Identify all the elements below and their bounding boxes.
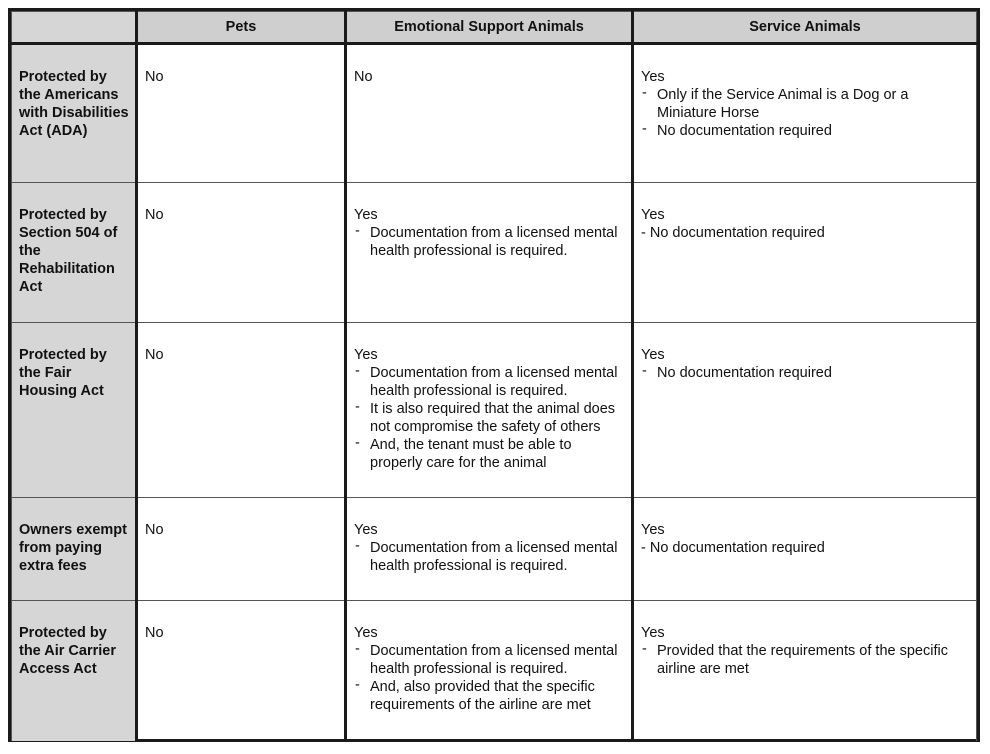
table-row-section-504: [12, 183, 977, 323]
service-cell: [633, 183, 977, 323]
row-label: Owners exempt from paying extra fees: [19, 522, 127, 574]
list-item: - And, the tenant must be able to properly care for the animal: [354, 436, 625, 472]
esa-bullet-list: [354, 642, 625, 714]
table-row-fair-housing-act: [12, 323, 977, 498]
esa-cell: [346, 601, 633, 741]
esa-cell: [346, 44, 633, 183]
esa-bullet-list: [354, 224, 625, 260]
esa-content: [347, 323, 631, 472]
pets-cell: [137, 601, 346, 741]
service-cell: [633, 498, 977, 601]
esa-bullet-list: [354, 364, 625, 472]
row-label-cell: [12, 601, 137, 741]
list-item: - Only if the Service Animal is a Dog or a Miniature Horse: [641, 86, 970, 122]
pets-cell: [137, 323, 346, 498]
service-answer: Yes: [641, 347, 665, 363]
list-item: - Documentation from a licensed mental health professional is required.: [354, 539, 625, 575]
service-answer: Yes: [641, 207, 665, 223]
service-bullet-list: [641, 364, 970, 382]
row-label: Protected by Section 504 of the Rehabilitation Act: [19, 207, 118, 295]
esa-cell: [346, 498, 633, 601]
header-corner: [12, 12, 137, 44]
table-body: [12, 44, 977, 741]
row-label-cell: [12, 44, 137, 183]
esa-content: [347, 498, 631, 575]
pets-cell: [137, 498, 346, 601]
esa-answer: Yes: [354, 522, 378, 538]
service-answer: Yes: [641, 522, 665, 538]
service-cell: [633, 44, 977, 183]
service-cell: [633, 601, 977, 741]
list-item: - Documentation from a licensed mental health professional is required.: [354, 642, 625, 678]
row-label-cell: [12, 323, 137, 498]
pets-value: No: [145, 69, 164, 85]
service-bullet-list: [641, 642, 970, 678]
service-content: [634, 601, 976, 678]
service-content: [634, 183, 976, 242]
comparison-table-frame: [8, 8, 980, 742]
table-row-air-carrier-access-act: [12, 601, 977, 741]
pets-value: No: [145, 347, 164, 363]
header-service-animals: Service Animals: [633, 12, 977, 44]
header-row: [12, 12, 977, 44]
header-emotional-support-animals: Emotional Support Animals: [346, 12, 633, 44]
service-answer: Yes: [641, 69, 665, 85]
esa-answer: Yes: [354, 347, 378, 363]
pets-cell: [137, 183, 346, 323]
esa-cell: [346, 323, 633, 498]
row-label: Protected by the Americans with Disabilities Act (ADA): [19, 69, 129, 139]
list-item: - No documentation required: [641, 364, 970, 382]
row-label-cell: [12, 183, 137, 323]
pets-value: No: [145, 625, 164, 641]
esa-content: [347, 183, 631, 260]
list-item: - It is also required that the animal does not compromise the safety of others: [354, 400, 625, 436]
esa-content: [347, 45, 631, 86]
row-label-cell: [12, 498, 137, 601]
pets-value: No: [145, 207, 164, 223]
row-label: Protected by the Air Carrier Access Act: [19, 625, 116, 677]
service-content: [634, 323, 976, 382]
service-note: - No documentation required: [641, 225, 825, 241]
list-item: - Documentation from a licensed mental health professional is required.: [354, 364, 625, 400]
service-note: - No documentation required: [641, 540, 825, 556]
esa-answer: No: [354, 69, 373, 85]
list-item: - Provided that the requirements of the specific airline are met: [641, 642, 970, 678]
service-content: [634, 45, 976, 140]
esa-content: [347, 601, 631, 714]
table-row-ada: [12, 44, 977, 183]
service-answer: Yes: [641, 625, 665, 641]
service-content: [634, 498, 976, 557]
pets-value: No: [145, 522, 164, 538]
esa-answer: Yes: [354, 625, 378, 641]
comparison-table: [11, 11, 977, 741]
list-item: - And, also provided that the specific requirements of the airline are met: [354, 678, 625, 714]
pets-cell: [137, 44, 346, 183]
esa-bullet-list: [354, 539, 625, 575]
row-label: Protected by the Fair Housing Act: [19, 347, 107, 399]
list-item: - No documentation required: [641, 122, 970, 140]
esa-answer: Yes: [354, 207, 378, 223]
header-pets: Pets: [137, 12, 346, 44]
esa-cell: [346, 183, 633, 323]
table-row-extra-fees: [12, 498, 977, 601]
service-cell: [633, 323, 977, 498]
list-item: - Documentation from a licensed mental health professional is required.: [354, 224, 625, 260]
service-bullet-list: [641, 86, 970, 140]
